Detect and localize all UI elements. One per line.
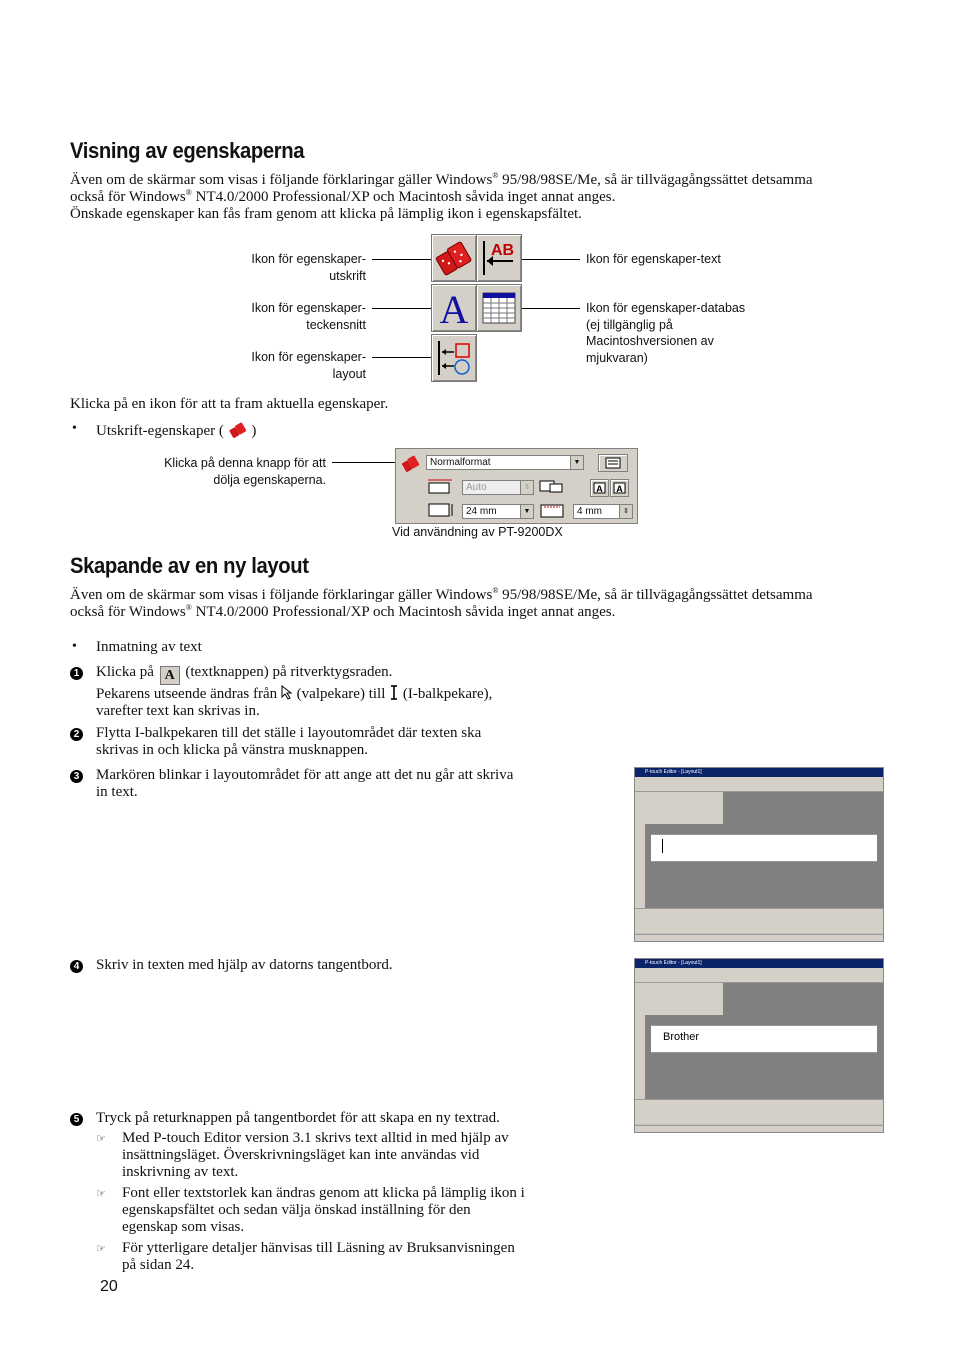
section-title-properties: Visning av egenskaperna bbox=[70, 138, 305, 163]
step-4-text: Skriv in texten med hjälp av datorns tangentbord. bbox=[96, 957, 393, 973]
bullet-glyph-2: • bbox=[72, 639, 77, 654]
svg-text:A: A bbox=[616, 484, 623, 494]
step-3-text: Markören blinkar i layoutområdet för att ange att det nu går att skriva in text. bbox=[96, 767, 514, 800]
database-properties-icon[interactable] bbox=[476, 284, 522, 332]
text-orient-vertical-button[interactable] bbox=[610, 479, 629, 497]
label-text-icon: Ikon för egenskaper-text bbox=[586, 252, 721, 266]
intro-paragraph-1: Även om de skärmar som visas i följande förklaringar gäller Windows® 95/98/98SE/Me, så är tillvägagångssättet detsamma också för Windows® NT4.0/2000 Professional/XP och Macintosh såvida inget annat anges. Önskade egenskaper kan fås fram genom att klicka på lämplig ikon i egenskapsfältet. bbox=[70, 171, 813, 222]
text-cursor bbox=[662, 839, 663, 853]
click-icon-text: Klicka på en ikon för att ta fram aktuella egenskaper. bbox=[70, 396, 389, 412]
i-beam-pointer-icon bbox=[389, 685, 399, 700]
tape-width-icon bbox=[426, 500, 458, 520]
editor-screenshot-typed: P-touch Editor - [Layout1] Brother bbox=[634, 958, 884, 1133]
editor-screenshot-cursor: P-touch Editor - [Layout1] bbox=[634, 767, 884, 942]
print-properties-panel bbox=[395, 448, 638, 524]
note-2-text: Font eller textstorlek kan ändras genom att klicka på lämplig ikon i egenskapsfältet och sedan välja önskad inställning för den egenskap som visas. bbox=[122, 1185, 525, 1235]
text-orient-horizontal-button[interactable] bbox=[590, 479, 609, 497]
arrow-pointer-icon bbox=[281, 685, 293, 700]
svg-text:A: A bbox=[596, 484, 603, 494]
text-properties-icon[interactable] bbox=[476, 234, 522, 282]
step-number-4: 4 bbox=[70, 960, 83, 973]
label-font-icon: Ikon för egenskaper- teckensnitt bbox=[251, 301, 366, 332]
step-2-text: Flytta I-balkpekaren till det ställe i layoutområdet där texten ska skrivas in och klicka på vänstra musknappen. bbox=[96, 725, 482, 758]
panel-caption: Vid användning av PT-9200DX bbox=[392, 525, 563, 539]
print-properties-bullet: Utskrift-egenskaper ( ) bbox=[96, 423, 257, 439]
print-format-select[interactable]: Normalformat ▼ bbox=[426, 455, 584, 470]
note-icon-2: ☞ bbox=[96, 1187, 106, 1200]
hide-properties-button[interactable] bbox=[400, 453, 422, 475]
print-icon-inline bbox=[228, 421, 248, 439]
margin-icon bbox=[538, 501, 570, 521]
text-button-icon: A bbox=[160, 666, 180, 685]
label-database-icon: Ikon för egenskaper-databas (ej tillgänglig på Macintoshversionen av mjukvaran) bbox=[586, 301, 746, 365]
length-auto-field[interactable]: Auto ⇕ bbox=[462, 480, 534, 495]
note-icon-1: ☞ bbox=[96, 1132, 106, 1145]
section-title-new-layout: Skapande av en ny layout bbox=[70, 553, 309, 578]
margin-field[interactable]: 4 mm ⇕ bbox=[573, 504, 633, 519]
label-print-icon: Ikon för egenskaper- utskrift bbox=[251, 252, 366, 283]
tape-width-select[interactable]: 24 mm ▼ bbox=[462, 504, 534, 519]
hide-properties-callout: Klicka på denna knapp för att dölja egenskaperna. bbox=[164, 456, 326, 487]
svg-text:AB: AB bbox=[491, 242, 515, 259]
step-1-text: Klicka på A (textknappen) på ritverktygsraden. Pekarens utseende ändras från (valpekare) till (I-balkpekare), varefter text kan skrivas in. bbox=[96, 664, 493, 719]
text-input-bullet: Inmatning av text bbox=[96, 639, 202, 655]
print-properties-icon[interactable] bbox=[431, 234, 477, 282]
bullet-glyph: • bbox=[72, 421, 77, 436]
svg-text:A: A bbox=[439, 287, 469, 331]
step-number-1: 1 bbox=[70, 667, 83, 680]
length-icon bbox=[426, 476, 454, 496]
page-number: 20 bbox=[100, 1278, 118, 1295]
layout-properties-icon[interactable] bbox=[431, 334, 477, 382]
note-1-text: Med P-touch Editor version 3.1 skrivs text alltid in med hjälp av insättningsläget. Överskrivningsläget kan inte användas vid inskrivning av text. bbox=[122, 1130, 509, 1180]
note-3-text: För ytterligare detaljer hänvisas till Läsning av Bruksanvisningen på sidan 24. bbox=[122, 1240, 515, 1273]
label-layout-icon: Ikon för egenskaper- layout bbox=[251, 350, 366, 381]
font-properties-icon[interactable] bbox=[431, 284, 477, 332]
intro-paragraph-2: Även om de skärmar som visas i följande förklaringar gäller Windows® 95/98/98SE/Me, så är tillvägagångssättet detsamma också för Windows® NT4.0/2000 Professional/XP och Macintosh såvida inget annat anges. bbox=[70, 586, 813, 620]
typed-text: Brother bbox=[663, 1031, 700, 1043]
step-5-text: Tryck på returknappen på tangentbordet för att skapa en ny textrad. bbox=[96, 1110, 500, 1126]
step-number-3: 3 bbox=[70, 770, 83, 783]
note-icon-3: ☞ bbox=[96, 1242, 106, 1255]
step-number-2: 2 bbox=[70, 728, 83, 741]
cut-option-icon[interactable] bbox=[538, 478, 566, 496]
step-number-5: 5 bbox=[70, 1113, 83, 1126]
print-setup-button[interactable] bbox=[598, 454, 628, 472]
